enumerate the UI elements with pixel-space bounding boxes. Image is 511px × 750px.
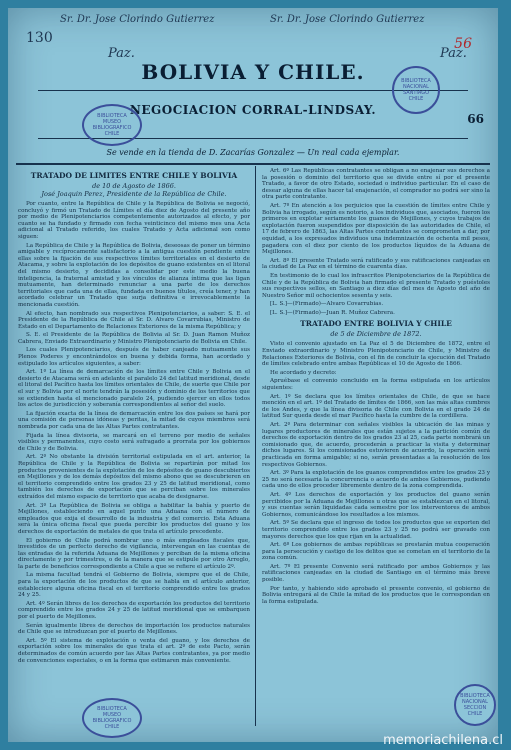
stamp-text: MUSEO BIBLIOGRAFICO (92, 119, 132, 131)
paragraph: Art. 6º Las Repúblicas contratantes se obligan a no enajenar sus derechos a la posesión o dominio del territorio que se divide entre sí por el presente Tratado, a favor de otro Estado, sociedad o individuo particular. En el caso de desear alguna de ellas hacer tal enajenación, el comprador no podrá ser sino la otra parte contratante. (262, 168, 490, 201)
paragraph: Art. 2º No obstante la división territorial estipulada en el art. anterior, la República de Chile y la República de Bolivia se repartirán por mitad los productos provenientes de la explotación de los depósitos de guano descubiertos en Mejillones y de los demás depósitos del mismo abono que se descubrieren en el territorio comprendido entre los grados 23 y 25 de latitud meridional, como también los derechos de exportación que se perciban sobre los minerales extraídos del mismo espacio de territorio que acaba de designarse. (18, 454, 250, 500)
library-stamp (82, 698, 142, 738)
stamp-text: CHILE (408, 96, 424, 102)
right-column (262, 168, 490, 728)
stamp-text: BIBLIOTECA (97, 706, 127, 712)
paragraph: S. E. el Presidente de la República de Bolivia al Sr. D. Juan Ramon Muñoz Cabrera, Enviado Extraordinario y Ministro Plenipotenciario de Bolivia en Chile. (18, 332, 250, 345)
stamp-text: SANTIAGO (402, 90, 430, 96)
treaty-title: TRATADO DE LIMITES ENTRE CHILE Y BOLIVIA (30, 171, 238, 180)
tagline: Se vende en la tienda de D. Zacarías Gonzalez — Un real cada ejemplar. (106, 148, 400, 157)
left-paragraphs (18, 201, 250, 664)
handwritten-name-left: Sr. Dr. Jose Clorindo Gutierrez (60, 14, 215, 25)
paragraph: Fijada la línea divisoria, se marcará en el terreno por medio de señales visibles y permanentes, cuyo costo será sufragado a prorrata por los gobiernos de Chile y de Bolivia. (18, 432, 250, 452)
paragraph: Art. 5º Se declara que el ingreso de todos los productos que se exporten del territorio comprendido entre los grados 23 y 25 no podrá ser gravado con mayores derechos que los que rijan en la actualidad. (262, 520, 490, 540)
stamp-text: BIBLIOTECA NACIONAL (460, 693, 490, 705)
column-separator (255, 166, 256, 726)
paragraph: Art. 7º El presente Convenio será ratificado por ambos Gobiernos y las ratificaciones canjeadas en la ciudad de Santiago en el término más breve posible. (262, 563, 490, 584)
stamp-text: SECCION (463, 705, 487, 711)
paragraph: Art. 4º Serán libres de los derechos de exportación los productos del territorio comprendido entre los grados 24 y 25 de latitud meridional que se embarquen por el puerto de Mejillones. (18, 600, 250, 621)
treaty-author: José Joaquin Perez, Presidente de la República de Chile. (41, 190, 227, 198)
paragraph: Serán igualmente libres de derechos de importación los productos naturales de Chile que se introduzcan por el puerto de Mejillones. (18, 622, 250, 636)
paragraph: Art. 3º La República de Bolivia se obliga a habilitar la bahía y puerto de Mejillones, estableciendo en aquel punto una Aduana con el número de empleados que exija el desarrollo de la industria y del comercio. Esta Aduana será la única oficina fiscal que pueda percibir los productos del guano y los derechos de exportación de metales de que trata el artículo precedente. (18, 502, 250, 535)
header-rule (16, 163, 490, 165)
library-stamp (454, 684, 496, 726)
paragraph: Art. 5º El sistema de explotación o venta del guano, y los derechos de exportación sobre los minerales de que trata el art. 2º de este Pacto, serán determinados de común acuerdo por las Altas Partes contratantes, ya por medio de convenciones especiales, o en la forma que estimaren más conveniente. (18, 637, 250, 664)
stamp-text: BIBLIOTECA NACIONAL (401, 78, 431, 90)
paragraph: En testimonio de lo cual los infrascritos Plenipotenciarios de la República de Chile y de la República de Bolivia han firmado el presente Tratado y puéstoles sus respectivos sellos, en Santiago a diez días del mes de Agosto del año de Nuestro Señor mil ochocientos sesenta y seis. (262, 272, 490, 299)
paragraph: Apruébase el convenio concluido en la forma estipulada en los artículos siguientes: (262, 378, 490, 392)
second-treaty-title: TRATADO ENTRE BOLIVIA Y CHILE (300, 319, 452, 329)
library-stamp (82, 104, 142, 146)
handwritten-word-left: Paz. (108, 46, 135, 61)
left-column (18, 168, 250, 728)
stamp-text: CHILE (467, 711, 483, 717)
stamp-text: MUSEO BIBLIOGRAFICO (92, 712, 132, 724)
paragraph: Por cuanto, entre la República de Chile y la República de Bolivia se negoció, concluyó y firmó un Tratado de Límites el día diez de Agosto del presente año por medio de Plenipotenciarios competentemente autorizados al efecto, y por cuanto se ha fundado y firmado con fecha veinticinco del mismo mes una Acta adicional al Tratado referido, los cuales Tratado y Acta adicional son como siguen: (18, 201, 250, 240)
watermark-footer: memoriachilena.cl (383, 733, 503, 748)
stamp-text: CHILE (104, 724, 120, 730)
paragraph: La fijación exacta de la línea de demarcación entre los dos países se hará por una comisión de personas idóneas y peritas, la mitad de cuyos miembros será nombrada por cada una de las Altas Partes contratantes. (18, 410, 250, 430)
right-paragraphs-top (262, 168, 490, 316)
paragraph: Art. 2º Para determinar con señales visibles la ubicación de las minas y lugares productores de minerales que están sujetos a la partición común de derechos de exportación dentro de los grados 23 al 25, cada parte nombrará un comisionado que, de acuerdo, procederán a practicar la visita y determinar dichos lugares. Si los comisionados estuvieren de acuerdo, la operación será practicada en forma amigable; si no, serán presentadas a la resolución de los respectivos Gobiernos. (262, 422, 490, 468)
treaty-date: de 10 de Agosto de 1866. (92, 182, 176, 190)
paragraph: Los cuales Plenipotenciarios, después de haber canjeado mutuamente sus Plenos Poderes y encontrándolos en buena y debida forma, han acordado y estipulado los artículos siguientes, a saber: (18, 347, 250, 367)
issue-number: 66 (467, 112, 484, 126)
paragraph: Art. 1º Se declara que los límites orientales de Chile, de que se hace mención en el art. 1º del Tratado de límites de 1866, son las más altas cumbres de los Andes, y que la línea divisoria de Chile con Bolivia en el grado 24 de latitud Sur queda desde el mar Pacífico hasta la cumbre de la cordillera. (262, 393, 490, 420)
handwritten-number: 130 (26, 30, 53, 46)
second-treaty-date: de 5 de Diciembre de 1872. (330, 330, 422, 339)
paragraph: Art. 3º Para la explotación de los guanos comprendidos entre los grados 23 y 25 no será necesaria la concurrencia o acuerdo de ambos Gobiernos, pudiendo cada uno de ellos proceder libremente dentro de la zona comprendida. (262, 470, 490, 490)
newspaper-page (8, 8, 498, 742)
subheading: NEGOCIACION CORRAL-LINDSAY. (129, 103, 377, 117)
paragraph: La República de Chile y la República de Bolivia, deseosas de poner un término amigable y recíprocamente satisfactorio a la antigua cuestión pendiente entre ellas sobre la fijación de sus respectivos límites territoriales en el desierto de Atacama, y sobre la explotación de los depósitos de guano existentes en el litoral del mismo desierto, y decididas a consolidar por este medio la buena inteligencia, la fraternal amistad y los vínculos de alianza íntima que las ligan mutuamente, han determinado renunciar a una parte de los derechos territoriales que cada una de ellas, fundada en buenos títulos, creía tener, y han acordado celebrar un Tratado que surja definitiva e irrevocablemente la mencionada cuestión. (18, 242, 250, 308)
library-stamp (392, 66, 440, 114)
stamp-text: CHILE (104, 131, 120, 137)
paragraph: Art. 1º La línea de demarcación de los límites entre Chile y Bolivia en el desierto de Atacama será en adelante el paralelo 24 del latitud meridional, desde el litoral del Pacífico hasta los límites orientales de Chile, de suerte que Chile por el sur y Bolivia por el norte tendrán la posesión y dominio de los territorios que se extienden hasta el mencionado paralelo 24, pudiendo ejercer en ellos todos los actos de jurisdicción y soberanía correspondientes al señor del suelo. (18, 369, 250, 409)
paragraph: Art. 8º El presente Tratado será ratificado y sus ratificaciones canjeadas en la ciudad de La Paz en el término de cuarenta días. (262, 257, 490, 271)
handwritten-name-right: Sr. Dr. Jose Clorindo Gutierrez (270, 14, 425, 25)
red-page-number: 56 (454, 36, 472, 52)
stamp-text: BIBLIOTECA (97, 113, 127, 119)
paragraph: Por tanto, y habiendo sido aprobado el presente convenio, el gobierno de Bolivia entregará al de Chile la mitad de los productos que le correspondan en la forma estipulada. (262, 585, 490, 605)
paragraph: Art. 6º Los gobiernos de ambas repúblicas se prestarán mutua cooperación para la persecución y castigo de los delitos que se cometan en el territorio de la zona común. (262, 542, 490, 562)
paragraph: Art. 4º Los derechos de exportación y los productos del guano serán percibidos por la Aduana de Mejillones u otras que se establezcan en el litoral, y sus cuentas serán liquidadas cada semestre por los interventores de ambos Gobiernos, comunicándose los resultados a los mismos. (262, 491, 490, 518)
paragraph: El gobierno de Chile podrá nombrar uno o más empleados fiscales que, investidos de un perfecto derecho de vigilancia, intervengan en las cuentas de las entradas de la referida Aduana de Mejillones y perciban de la misma oficina directamente y por trimestres, o de la manera que se estipule por otro Arreglo, la parte de beneficios correspondiente a Chile a que se refiere el artículo 2º. (18, 537, 250, 570)
paragraph: Art. 7º En atención a los perjuicios que la cuestión de límites entre Chile y Bolivia ha irrogado, según es notorio, a los individuos que, asociados, fueron los primeros en explotar seriamente los guanos de Mejillones, y cuyos trabajos de explotación fueron suspendidos por disposición de las autoridades de Chile, el 17 de febrero de 1863, las Altas Partes contratantes se comprometen a dar, por equidad, a los expresados individuos una indemnización de ochenta mil pesos, pagadera con el diez por ciento de los productos líquidos de la Aduana de Mejillones. (262, 202, 490, 256)
masthead-title: BOLIVIA Y CHILE. (141, 60, 365, 84)
paragraph: La misma facultad tendrá el Gobierno de Bolivia, siempre que el de Chile, para la exportación de los productos de que se habla en el artículo anterior, estableciere alguna oficina fiscal en el territorio comprendido entre los grados 24 y 25. (18, 572, 250, 599)
paragraph: Al efecto, han nombrado sus respectivos Plenipotenciarios, a saber: S. E. el Presidente de la República de Chile al Sr. D. Alvaro Covarrubias, Ministro de Estado en el Departamento de Relaciones Exteriores de la misma República; y (18, 310, 250, 330)
paragraph: He acordado y decreto: (270, 369, 337, 376)
paragraph: [L. S.]—(Firmado)—Juan R. Muñoz Cabrera. (270, 309, 395, 316)
paragraph: [L. S.]—(Firmado)—Alvaro Covarrubias. (270, 301, 384, 308)
paragraph: Visto el convenio ajustado en La Paz el 5 de Diciembre de 1872, entre el Enviado extraordinario y Ministro Plenipotenciario de Chile, y Ministro de Relaciones Exteriores de Bolivia, con el fin de concluir la ejecución del Tratado de límites celebrado entre ambas Repúblicas el 10 de Agosto de 1866. (262, 341, 490, 368)
right-paragraphs-bottom (262, 341, 490, 605)
handwritten-word-right: Paz. (440, 46, 467, 61)
